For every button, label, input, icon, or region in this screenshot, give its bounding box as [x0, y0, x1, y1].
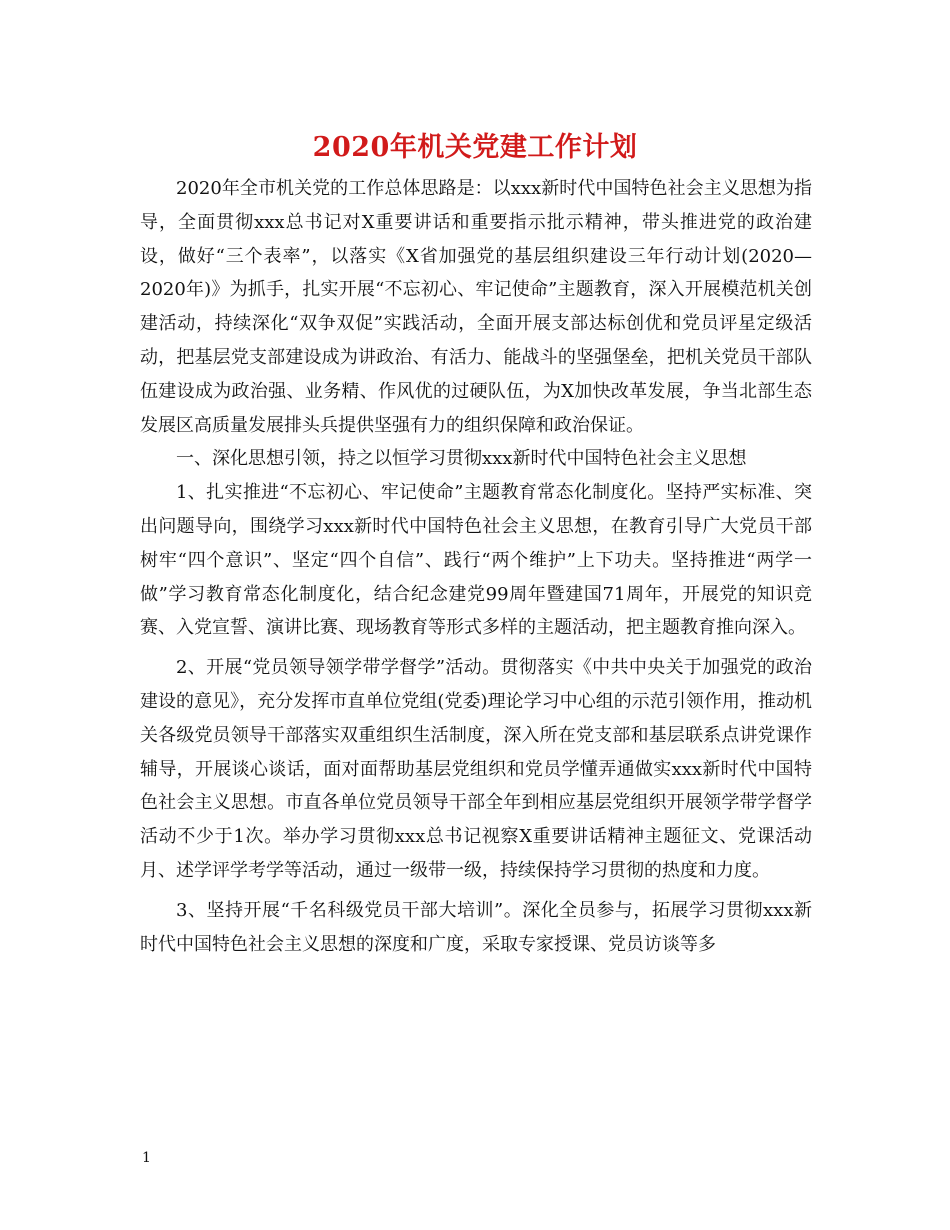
document-body: [140, 172, 812, 961]
document-title: 2020年机关党建工作计划: [312, 132, 638, 163]
paragraph-item-3: 3、坚持开展“千名科级党员干部大培训”。深化全员参与，拓展学习贯彻xxx新时代中国特色社会主义思想的深度和广度，采取专家授课、党员访谈等多: [140, 899, 812, 955]
page-number: 1: [142, 1150, 151, 1166]
paragraph-item-1: 1、扎实推进“不忘初心、牢记使命”主题教育常态化制度化。坚持严实标准、突出问题导向，围绕学习xxx新时代中国特色社会主义思想，在教育引导广大党员干部树牢“四个意识”、坚定“四个自信”、践行“两个维护”上下功夫。坚持推进“两学一做”学习教育常态化制度化，结合纪念建党99周年暨建国71周年，开展党的知识竞赛、入党宣誓、演讲比赛、现场教育等形式多样的主题活动，把主题教育推向深入。: [140, 482, 812, 639]
section-heading-1: 一、深化思想引领，持之以恒学习贯彻xxx新时代中国特色社会主义思想: [176, 448, 747, 470]
paragraph-item-2: 2、开展“党员领导领学带学督学”活动。贯彻落实《中共中央关于加强党的政治建设的意见》，充分发挥市直单位党组(党委)理论学习中心组的示范引领作用，推动机关各级党员领导干部落实双重组织生活制度，深入所在党支部和基层联系点讲党课作辅导，开展谈心谈话，面对面帮助基层党组织和党员学懂弄通做实xxx新时代中国特色社会主义思想。市直各单位党员领导干部全年到相应基层党组织开展领学带学督学活动不少于1次。举办学习贯彻xxx总书记视察X重要讲话精神主题征文、党课活动月、述学评学考学等活动，通过一级带一级，持续保持学习贯彻的热度和力度。: [140, 657, 812, 881]
paragraph-intro: 2020年全市机关党的工作总体思路是：以xxx新时代中国特色社会主义思想为指导，全面贯彻xxx总书记对X重要讲话和重要指示批示精神，带头推进党的政治建设，做好“三个表率”，以落实《X省加强党的基层组织建设三年行动计划(2020—2020年)》为抓手，扎实开展“不忘初心、牢记使命”主题教育，深入开展模范机关创建活动，持续深化“双争双促”实践活动，全面开展支部达标创优和党员评星定级活动，把基层党支部建设成为讲政治、有活力、能战斗的坚强堡垒，把机关党员干部队伍建设成为政治强、业务精、作风优的过硬队伍，为X加快改革发展，争当北部生态发展区高质量发展排头兵提供坚强有力的组织保障和政治保证。: [140, 178, 812, 436]
